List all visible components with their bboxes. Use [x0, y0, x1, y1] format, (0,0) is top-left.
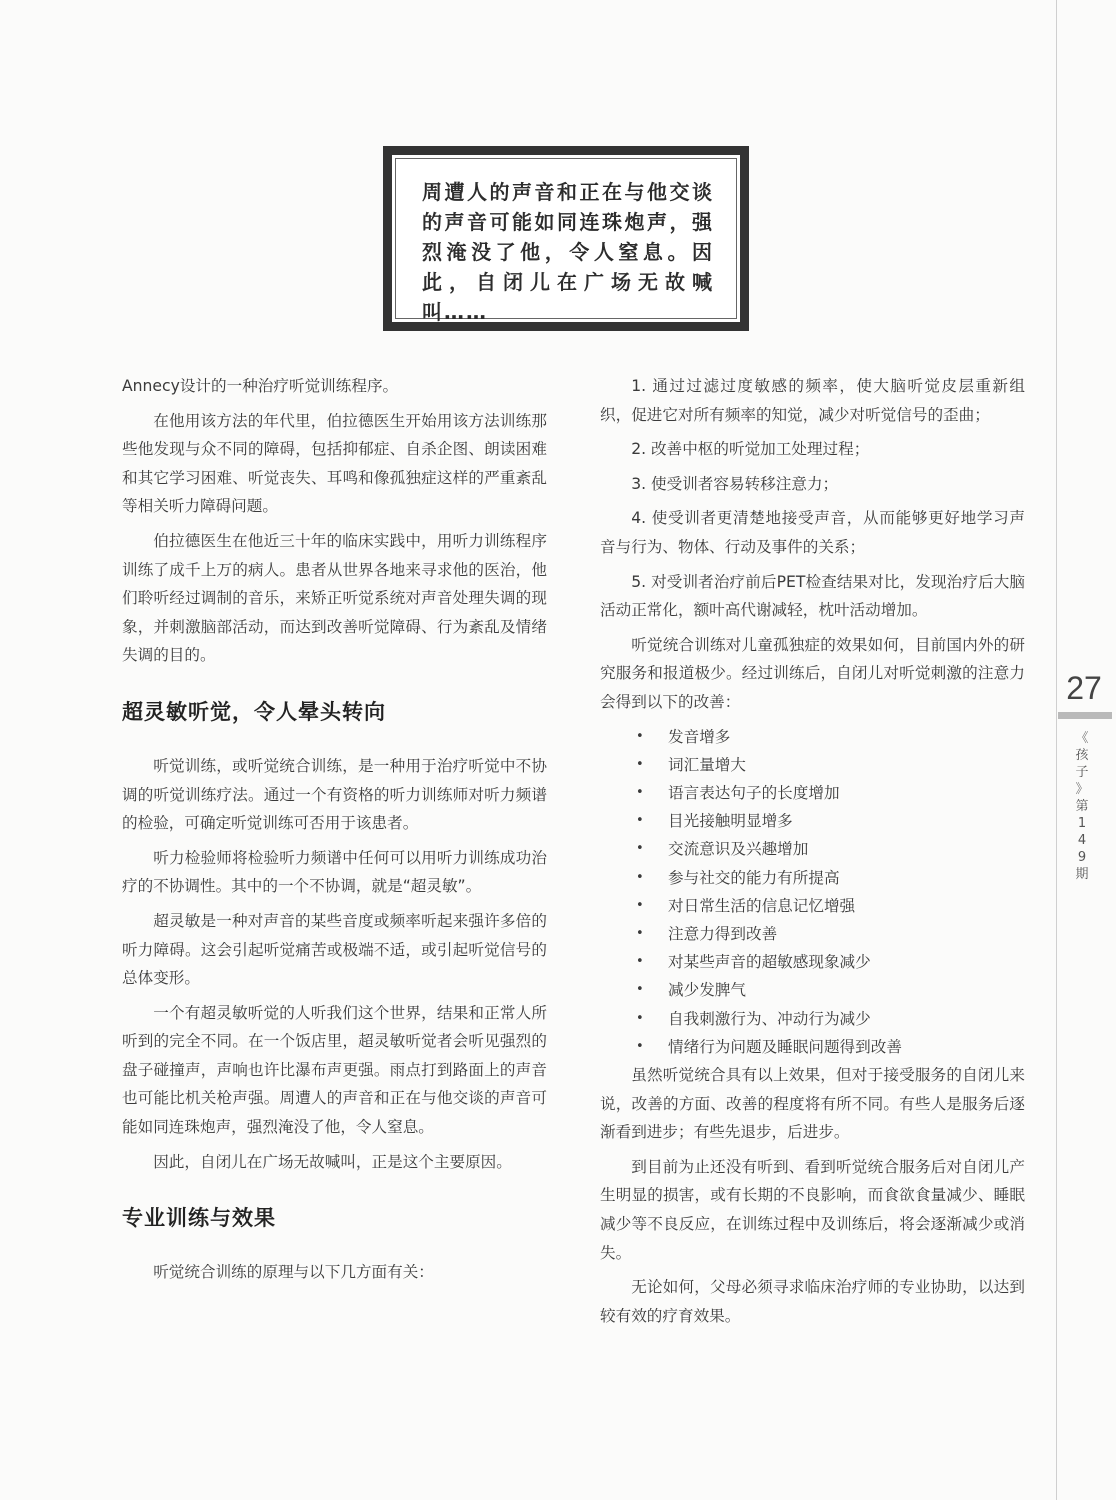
page-number: 27	[1066, 670, 1102, 706]
list-item	[600, 976, 1025, 1004]
list-item-text: 语言表达句子的长度增加	[668, 783, 840, 802]
issue-char: 》	[1075, 782, 1089, 797]
issue-char: 4	[1077, 833, 1087, 848]
list-item-text: 注意力得到改善	[668, 924, 778, 943]
list-item	[600, 948, 1025, 976]
pullquote-box	[383, 146, 749, 331]
list-item-text: 目光接触明显增多	[668, 812, 793, 831]
issue-char: 9	[1077, 850, 1087, 865]
paragraph: 因此，自闭儿在广场无故喊叫，正是这个主要原因。	[153, 1152, 512, 1171]
numbered-item: 3. 使受训者容易转移注意力；	[631, 474, 839, 493]
list-item-text: 减少发脾气	[668, 981, 746, 1000]
paragraph: 听力检验师将检验听力频谱中任何可以用听力训练成功治疗的不协调性。其中的一个不协调，就是“超灵敏”。	[122, 848, 547, 896]
paragraph: 听觉统合训练对儿童孤独症的效果如何，目前国内外的研究服务和报道极少。经过训练后，自闭儿对听觉刺激的注意力会得到以下的改善：	[600, 635, 1025, 711]
page-edge-line	[1056, 0, 1057, 1500]
issue-char: 孩	[1075, 748, 1089, 763]
paragraph: 在他用该方法的年代里，伯拉德医生开始用该方法训练那些他发现与众不同的障碍，包括抑郁症、自杀企图、朗读困难和其它学习困难、听觉丧失、耳鸣和像孤独症这样的严重紊乱等相关听力障碍问题。	[122, 411, 547, 516]
bullet-icon: •	[636, 813, 644, 829]
numbered-item: 5. 对受训者治疗前后PET检查结果对比，发现治疗后大脑活动正常化，额叶高代谢减轻，枕叶活动增加。	[600, 572, 1025, 620]
section-heading: 专业训练与效果	[122, 1206, 276, 1231]
bullet-icon: •	[636, 897, 644, 913]
list-item-text: 词汇量增大	[668, 755, 746, 774]
list-item-text: 交流意识及兴趣增加	[668, 840, 809, 859]
list-item	[600, 723, 1025, 751]
list-item-text: 情绪行为问题及睡眠问题得到改善	[668, 1037, 902, 1056]
numbered-item: 2. 改善中枢的听觉加工处理过程；	[631, 440, 870, 459]
numbered-item: 4. 使受训者更清楚地接受声音，从而能够更好地学习声音与行为、物体、行动及事件的关系；	[600, 509, 1025, 556]
bullet-icon: •	[636, 869, 644, 885]
list-item	[600, 864, 1025, 892]
list-item	[600, 920, 1025, 948]
left-column	[122, 372, 547, 1293]
bullet-icon: •	[636, 925, 644, 941]
list-item-text: 对某些声音的超敏感现象减少	[668, 953, 871, 972]
list-item	[600, 835, 1025, 863]
paragraph: 到目前为止还没有听到、看到听觉统合服务后对自闭儿产生明显的损害，或有长期的不良影响，而食欲食量减少、睡眠减少等不良反应，在训练过程中及训练后，将会逐渐减少或消失。	[600, 1157, 1025, 1262]
right-column	[600, 372, 1025, 1336]
list-item	[600, 751, 1025, 779]
paragraph: Annecy设计的一种治疗听觉训练程序。	[122, 377, 399, 395]
paragraph: 伯拉德医生在他近三十年的临床实践中，用听力训练程序训练了成千上万的病人。患者从世界各地来寻求他的医治，他们聆听经过调制的音乐，来矫正听觉系统对声音处理失调的现象，并刺激脑部活动，而达到改善听觉障碍、行为紊乱及情绪失调的目的。	[122, 531, 547, 665]
bullet-icon: •	[636, 1038, 644, 1054]
bullet-icon: •	[636, 841, 644, 857]
issue-char: 子	[1075, 765, 1089, 780]
numbered-item: 1. 通过过滤过度敏感的频率，使大脑听觉皮层重新组织，促进它对所有频率的知觉，减少对听觉信号的歪曲；	[600, 377, 1025, 424]
list-item-text: 对日常生活的信息记忆增强	[668, 896, 856, 915]
magazine-issue-label	[1072, 730, 1092, 883]
issue-char: 第	[1075, 799, 1089, 814]
bullet-icon: •	[636, 756, 644, 772]
list-item	[600, 807, 1025, 835]
paragraph: 无论如何，父母必须寻求临床治疗师的专业协助，以达到较有效的疗育效果。	[600, 1278, 1025, 1325]
list-item	[600, 892, 1025, 920]
paragraph: 听觉训练，或听觉统合训练，是一种用于治疗听觉中不协调的听觉训练疗法。通过一个有资格的听力训练师对听力频谱的检验，可确定听觉训练可否用于该患者。	[122, 756, 547, 833]
issue-char: 期	[1075, 867, 1089, 882]
bullet-icon: •	[636, 784, 644, 800]
paragraph: 虽然听觉统合具有以上效果，但对于接受服务的自闭儿来说，改善的方面、改善的程度将有所不同。有些人是服务后逐渐看到进步；有些先退步，后进步。	[600, 1065, 1025, 1142]
paragraph: 一个有超灵敏听觉的人听我们这个世界，结果和正常人所听到的完全不同。在一个饭店里，超灵敏听觉者会听见强烈的盘子碰撞声，声响也许比瀑布声更强。雨点打到路面上的声音也可能比机关枪声强。周遭人的声音和正在与他交谈的声音可能如同连珠炮声，强烈淹没了他，令人窒息。	[122, 1003, 547, 1137]
improvement-list	[600, 723, 1025, 1061]
list-item	[600, 1033, 1025, 1061]
list-item	[600, 779, 1025, 807]
paragraph: 超灵敏是一种对声音的某些音度或频率听起来强许多倍的听力障碍。这会引起听觉痛苦或极端不适，或引起听觉信号的总体变形。	[122, 911, 547, 988]
bullet-icon: •	[636, 982, 644, 998]
paragraph: 听觉统合训练的原理与以下几方面有关：	[153, 1263, 434, 1282]
issue-char: 1	[1077, 816, 1087, 831]
pullquote-inner-frame	[395, 158, 737, 324]
bullet-icon: •	[636, 728, 644, 744]
bullet-icon: •	[636, 1010, 644, 1026]
pullquote-text: 周遭人的声音和正在与他交谈的声音可能如同连珠炮声，强烈淹没了他，令人窒息。因此，自闭儿在广场无故喊叫……	[422, 180, 714, 324]
page-number-rule	[1058, 712, 1112, 719]
list-item	[600, 1005, 1025, 1033]
bullet-icon: •	[636, 954, 644, 970]
section-heading: 超灵敏听觉，令人晕头转向	[122, 699, 386, 724]
issue-char: 《	[1075, 731, 1089, 746]
list-item-text: 发音增多	[668, 727, 731, 746]
list-item-text: 参与社交的能力有所提高	[668, 868, 840, 887]
list-item-text: 自我刺激行为、冲动行为减少	[668, 1009, 871, 1028]
